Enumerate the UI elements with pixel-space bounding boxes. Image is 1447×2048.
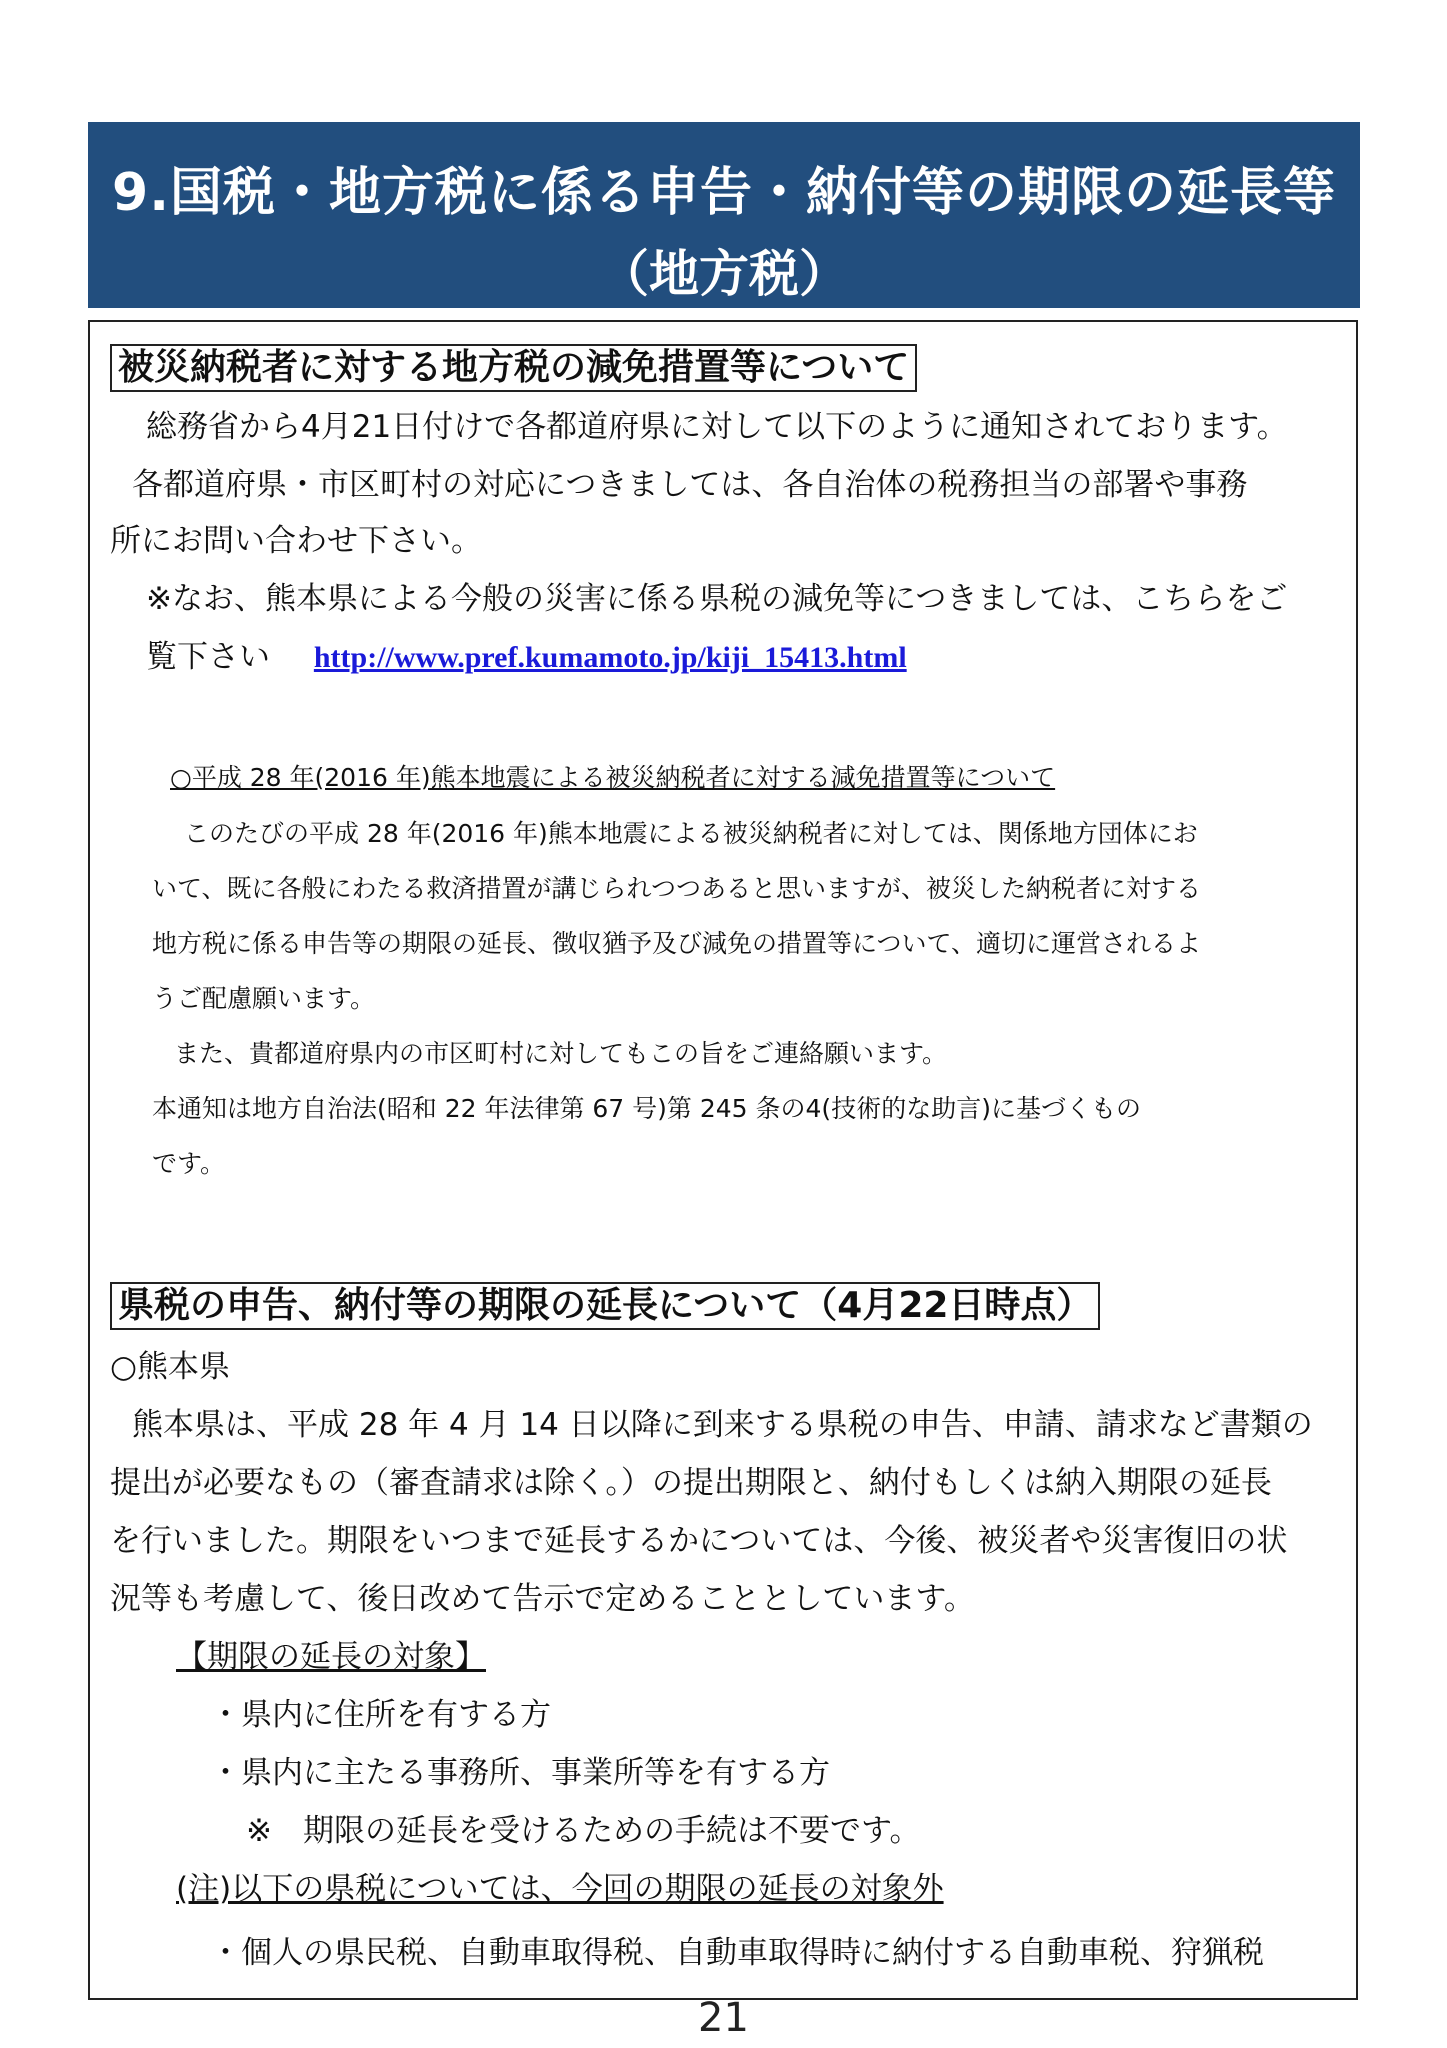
section1-paragraph-1: 総務省から4月21日付けで各都道府県に対して以下のように通知されております。	[146, 409, 1288, 445]
notice-line: いて、既に各般にわたる救済措置が講じられつつあると思いますが、被災した納税者に対する	[152, 874, 1202, 903]
extension-target-item: ・県内に主たる事務所、事業所等を有する方	[210, 1755, 830, 1791]
notice-line: です。	[152, 1149, 226, 1178]
notice-line: うご配慮願います。	[152, 984, 376, 1013]
extension-target-item: ・県内に住所を有する方	[210, 1697, 551, 1733]
section1-paragraph-2a: 各都道府県・市区町村の対応につきましては、各自治体の税務担当の部署や事務	[132, 467, 1248, 503]
section2-paragraph-line: 熊本県は、平成 28 年 4 月 14 日以降に到来する県税の申告、申請、請求など書類の	[132, 1407, 1313, 1443]
notice-line: 地方税に係る申告等の期限の延長、徴収猶予及び減免の措置等について、適切に運営されるよ	[152, 929, 1202, 958]
section2-paragraph-line: 提出が必要なもの（審査請求は除く。）の提出期限と、納付もしくは納入期限の延長	[110, 1465, 1272, 1501]
exclusion-item: ・個人の県民税、自動車取得税、自動車取得時に納付する自動車税、狩猟税	[210, 1935, 1264, 1971]
section1-heading: 被災納税者に対する地方税の減免措置等について	[110, 344, 917, 392]
section2-paragraph-line: 況等も考慮して、後日改めて告示で定めることとしています。	[110, 1581, 975, 1617]
section1-paragraph-2b: 所にお問い合わせ下さい。	[110, 523, 482, 559]
notice-line: また、貴都道府県内の市区町村に対してもこの旨をご連絡願います。	[174, 1039, 948, 1068]
notice-line: このたびの平成 28 年(2016 年)熊本地震による被災納税者に対しては、関係地方団体にお	[184, 819, 1198, 848]
kumamoto-tax-link[interactable]: http://www.pref.kumamoto.jp/kiji_15413.html	[313, 641, 907, 674]
page-subtitle: （地方税）	[599, 245, 849, 303]
prefecture-label: ○熊本県	[110, 1349, 231, 1385]
page-number: 21	[698, 1995, 749, 2041]
section1-note-line-2	[146, 638, 907, 677]
exclusion-label: (注)以下の県税については、今回の期限の延長の対象外	[176, 1871, 944, 1907]
section2-paragraph-line: を行いました。期限をいつまで延長するかについては、今後、被災者や災害復旧の状	[110, 1523, 1288, 1559]
title-banner	[88, 122, 1360, 308]
section1-note-prefix: 覧下さい	[146, 639, 270, 675]
section1-note-line-1: ※なお、熊本県による今般の災害に係る県税の減免等につきましては、こちらをご	[146, 581, 1288, 617]
notice-line: 本通知は地方自治法(昭和 22 年法律第 67 号)第 245 条の4(技術的な助言)に基づくもの	[152, 1094, 1141, 1123]
section2-heading: 県税の申告、納付等の期限の延長について（4月22日時点）	[110, 1282, 1100, 1330]
page-title: 9.国税・地方税に係る申告・納付等の期限の延長等	[112, 163, 1336, 223]
extension-target-label: 【期限の延長の対象】	[176, 1639, 486, 1675]
content-box	[88, 320, 1358, 2000]
notice-heading: ○平成 28 年(2016 年)熊本地震による被災納税者に対する減免措置等について	[170, 763, 1056, 792]
procedure-note: ※ 期限の延長を受けるための手続は不要です。	[246, 1813, 921, 1849]
